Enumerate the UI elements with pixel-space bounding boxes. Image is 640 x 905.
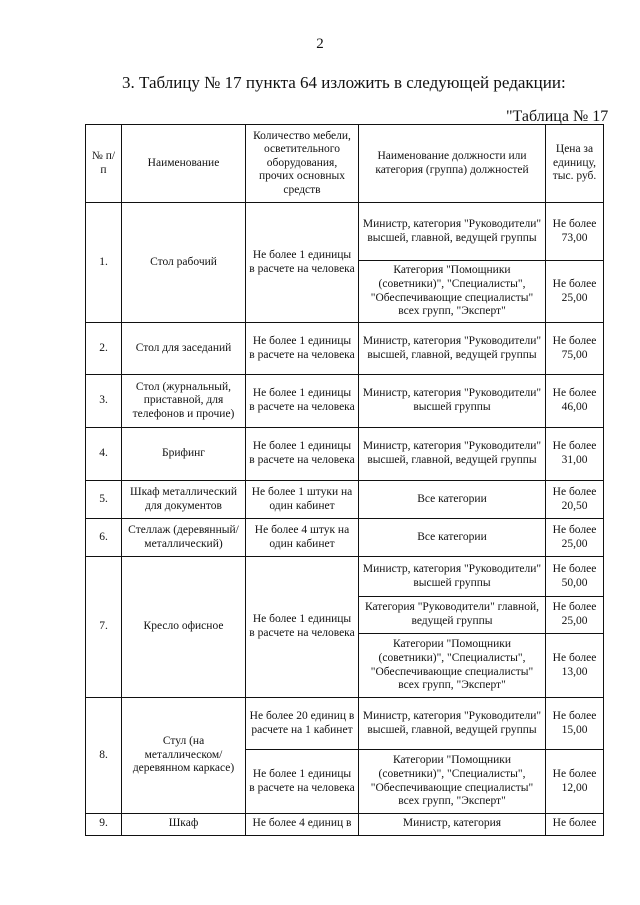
- position-category: Категории "Помощники (советники)", "Специалисты", "Обеспечивающие специалисты" всех групп, "Эксперт": [359, 750, 546, 814]
- row-number: 7.: [86, 557, 122, 698]
- price-value: Не более 25,00: [546, 261, 604, 323]
- header-quantity: Количество мебели, осветительного оборудования, прочих основных средств: [246, 125, 359, 203]
- position-category: Категории "Помощники (советники)", "Специалисты", "Обеспечивающие специалисты" всех групп, "Эксперт": [359, 634, 546, 698]
- price-value: Не более 12,00: [546, 750, 604, 814]
- position-category: Все категории: [359, 481, 546, 519]
- table-row: [86, 481, 604, 519]
- row-number: 6.: [86, 519, 122, 557]
- position-category: Министр, категория "Руководители" высшей, главной, ведущей группы: [359, 203, 546, 261]
- item-name: Стеллаж (деревянный/ металлический): [122, 519, 246, 557]
- position-category: Категория "Руководители" главной, ведущей группы: [359, 597, 546, 634]
- header-price: Цена за единицу, тыс. руб.: [546, 125, 604, 203]
- position-category: Все категории: [359, 519, 546, 557]
- item-name: Кресло офисное: [122, 557, 246, 698]
- table-header-row: [86, 125, 604, 203]
- position-category: Министр, категория "Руководители" высшей, главной, ведущей группы: [359, 698, 546, 750]
- table-row: [86, 519, 604, 557]
- table-row: [86, 814, 604, 836]
- item-quantity: Не более 4 штук на один кабинет: [246, 519, 359, 557]
- item-quantity: Не более 4 единиц в: [246, 814, 359, 836]
- item-name: Шкаф: [122, 814, 246, 836]
- item-name: Стол (журнальный, приставной, для телефонов и прочие): [122, 375, 246, 428]
- header-name: Наименование: [122, 125, 246, 203]
- item-quantity: Не более 1 единицы в расчете на человека: [246, 375, 359, 428]
- header-position: Наименование должности или категория (группа) должностей: [359, 125, 546, 203]
- position-category: Министр, категория "Руководители" высшей, главной, ведущей группы: [359, 323, 546, 375]
- table-row: [86, 428, 604, 481]
- item-quantity: Не более 20 единиц в расчете на 1 кабинет: [246, 698, 359, 750]
- position-category: Министр, категория: [359, 814, 546, 836]
- item-quantity: Не более 1 единицы в расчете на человека: [246, 428, 359, 481]
- furniture-table: [85, 124, 604, 836]
- row-number: 8.: [86, 698, 122, 814]
- table-row: [86, 203, 604, 261]
- price-value: Не более 75,00: [546, 323, 604, 375]
- row-number: 1.: [86, 203, 122, 323]
- row-number: 5.: [86, 481, 122, 519]
- item-quantity: Не более 1 штуки на один кабинет: [246, 481, 359, 519]
- position-category: Категория "Помощники (советники)", "Специалисты", "Обеспечивающие специалисты" всех групп, "Эксперт": [359, 261, 546, 323]
- price-value: Не более 25,00: [546, 597, 604, 634]
- item-quantity: Не более 1 единицы в расчете на человека: [246, 750, 359, 814]
- table-row: [86, 323, 604, 375]
- item-quantity: Не более 1 единицы в расчете на человека: [246, 557, 359, 698]
- row-number: 2.: [86, 323, 122, 375]
- item-quantity: Не более 1 единицы в расчете на человека: [246, 203, 359, 323]
- item-name: Брифинг: [122, 428, 246, 481]
- position-category: Министр, категория "Руководители" высшей группы: [359, 375, 546, 428]
- price-value: Не более 73,00: [546, 203, 604, 261]
- item-quantity: Не более 1 единицы в расчете на человека: [246, 323, 359, 375]
- item-name: Стол рабочий: [122, 203, 246, 323]
- table-row: [86, 698, 604, 750]
- price-value: Не более 20,50: [546, 481, 604, 519]
- row-number: 3.: [86, 375, 122, 428]
- item-name: Стол для заседаний: [122, 323, 246, 375]
- item-name: Стул (на металлическом/ деревянном каркасе): [122, 698, 246, 814]
- price-value: Не более 13,00: [546, 634, 604, 698]
- document-heading: 3. Таблицу № 17 пункта 64 изложить в следующей редакции:: [122, 73, 566, 92]
- price-value: Не более 15,00: [546, 698, 604, 750]
- price-value: Не более 25,00: [546, 519, 604, 557]
- header-num: № п/п: [86, 125, 122, 203]
- table-label: "Таблица № 17: [506, 108, 609, 125]
- table-row: [86, 557, 604, 597]
- price-value: Не более 50,00: [546, 557, 604, 597]
- price-value: Не более 46,00: [546, 375, 604, 428]
- position-category: Министр, категория "Руководители" высшей, главной, ведущей группы: [359, 428, 546, 481]
- price-value: Не более 31,00: [546, 428, 604, 481]
- price-value: Не более: [546, 814, 604, 836]
- page-number: 2: [316, 36, 324, 52]
- row-number: 9.: [86, 814, 122, 836]
- row-number: 4.: [86, 428, 122, 481]
- table-row: [86, 375, 604, 428]
- position-category: Министр, категория "Руководители" высшей группы: [359, 557, 546, 597]
- item-name: Шкаф металлический для документов: [122, 481, 246, 519]
